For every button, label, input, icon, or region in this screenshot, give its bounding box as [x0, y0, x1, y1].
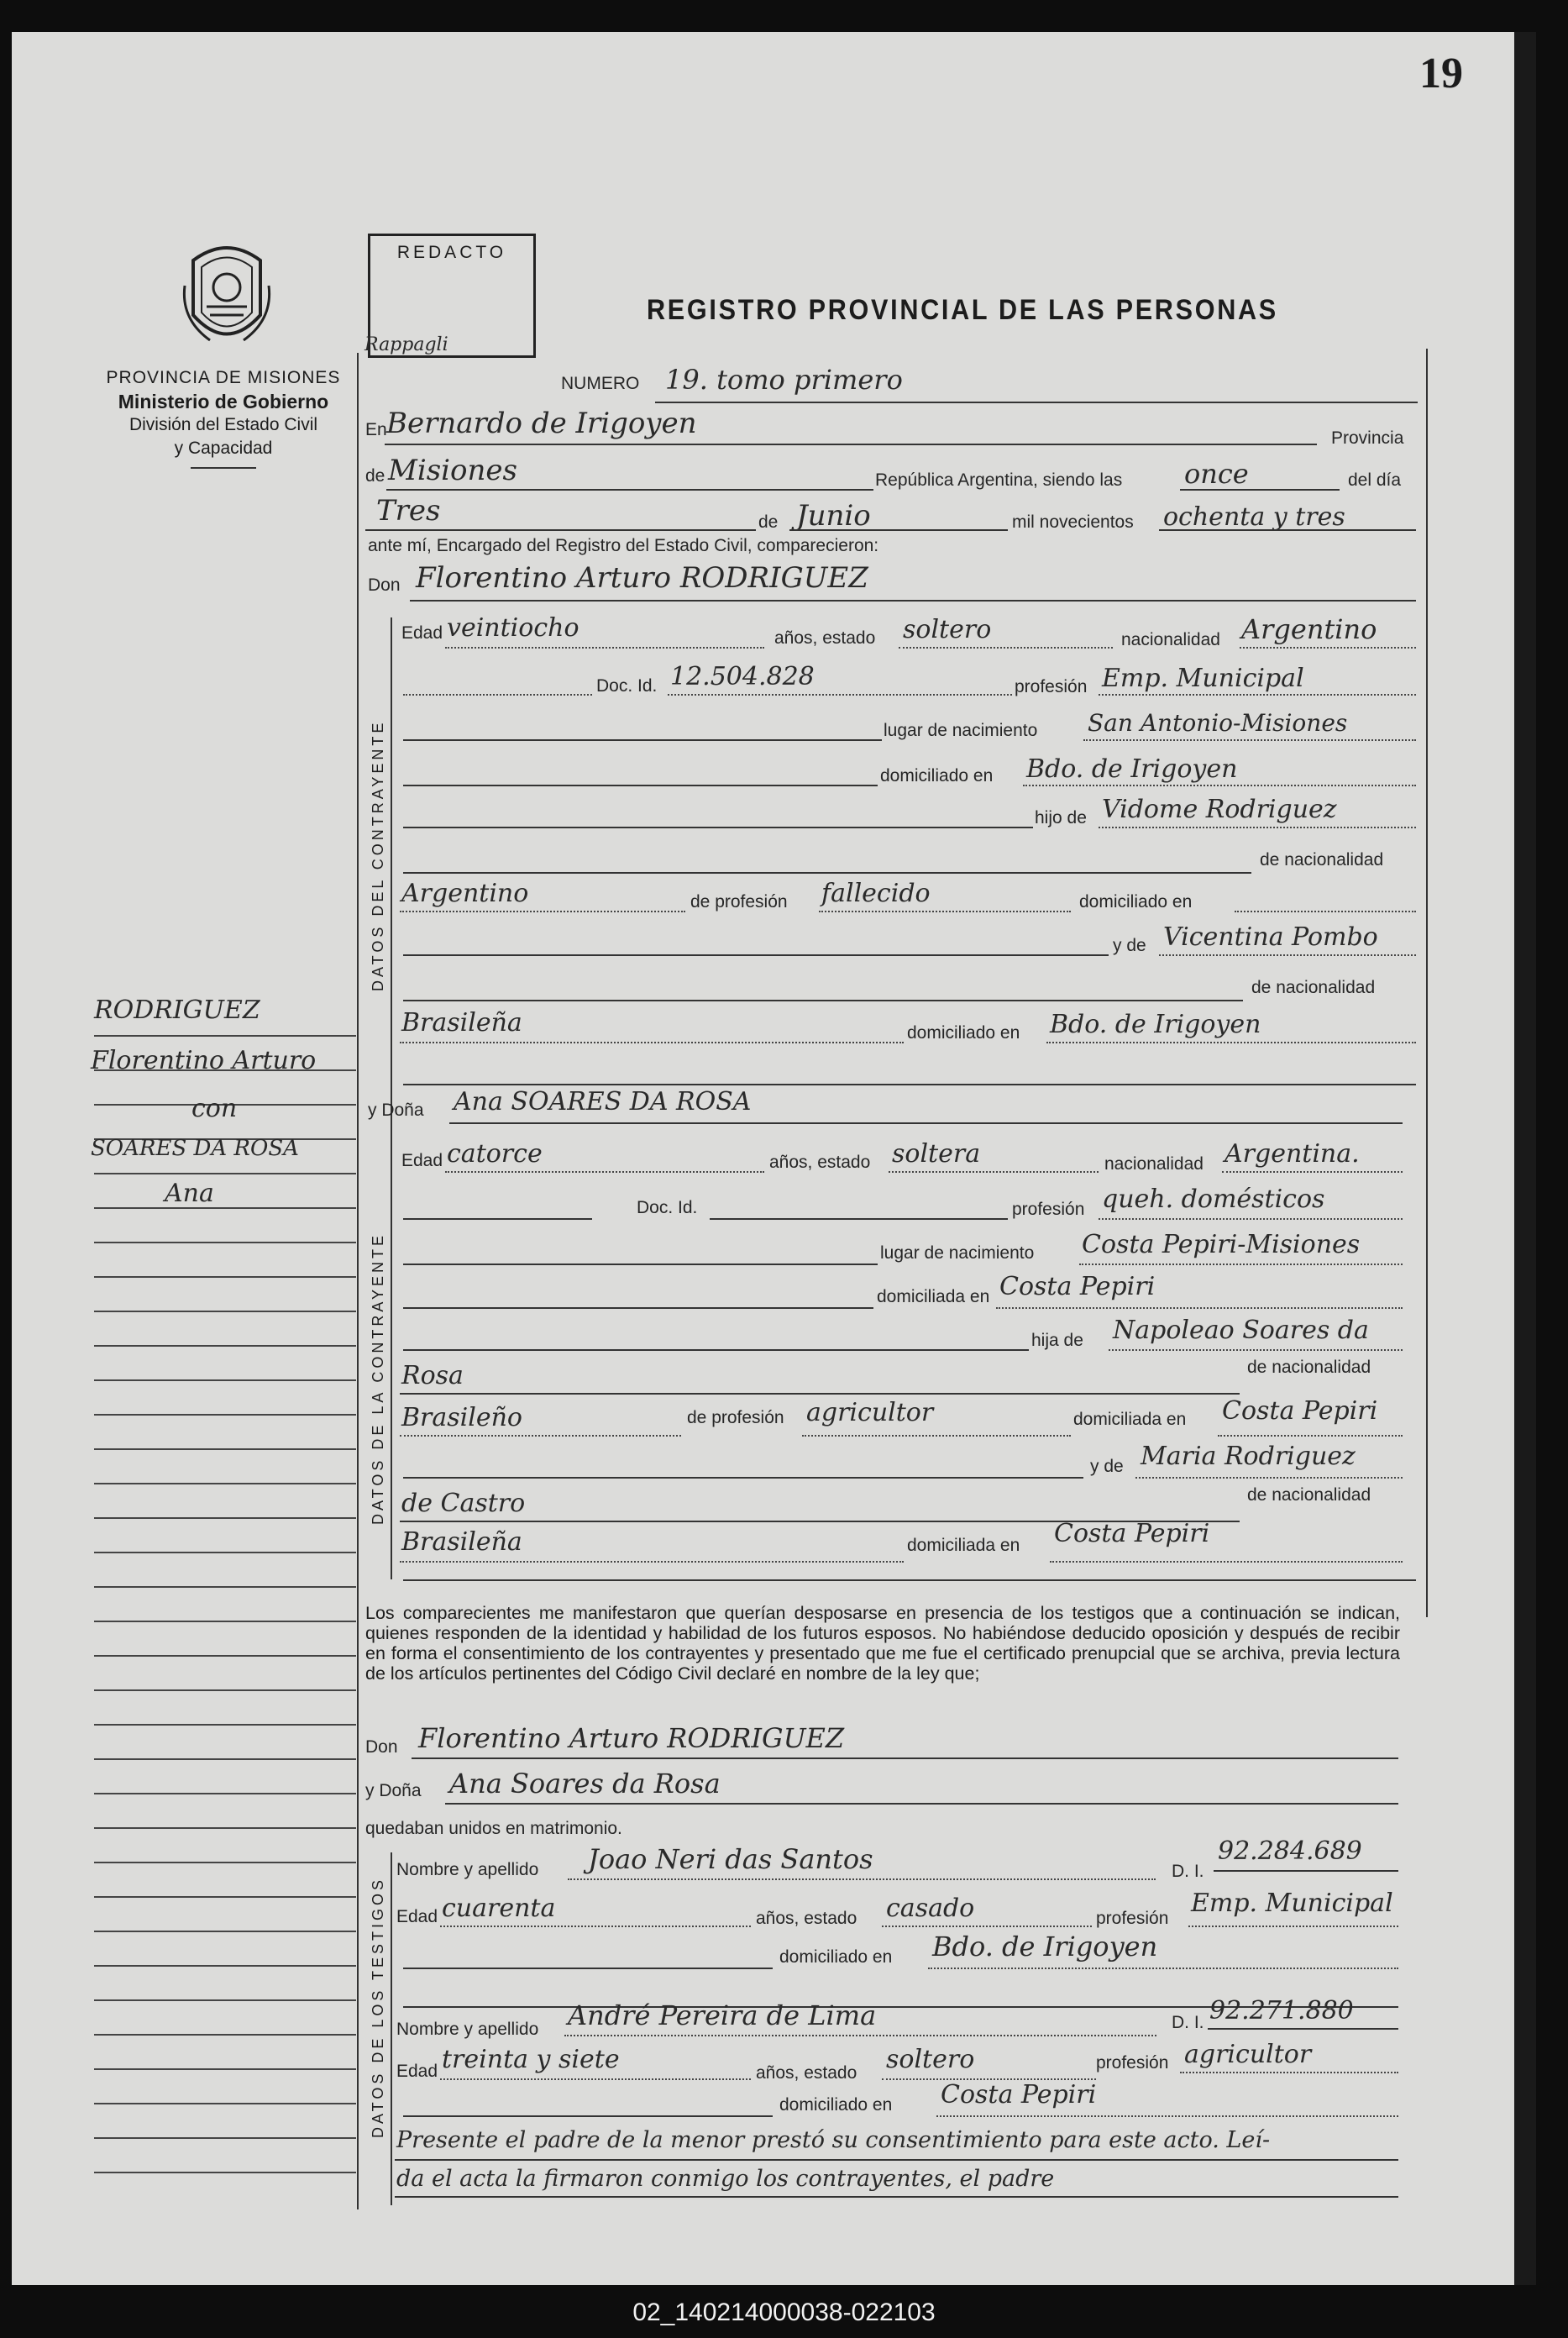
madre-line [1159, 954, 1416, 956]
margin-rule [94, 1483, 356, 1484]
contrayente-profesion: Emp. Municipal [1102, 664, 1304, 693]
margin-rule [94, 1896, 356, 1898]
lugar-pre-line [403, 739, 882, 741]
decl-don-label: Don [365, 1737, 398, 1757]
division-line-1: División del Estado Civil [128, 415, 318, 434]
madre-dom-line-2 [1050, 1561, 1403, 1563]
domicilio-label-2: domiciliada en [877, 1287, 990, 1306]
de-nac-label-3: de nacionalidad [1247, 1358, 1371, 1377]
ministry-name: Ministerio de Gobierno [118, 391, 329, 412]
don-label: Don [368, 575, 401, 595]
division-line-2: y Capacidad [174, 439, 273, 458]
t1-edad: cuarenta [442, 1894, 556, 1923]
margin-rule [94, 1931, 356, 1932]
contrayenta-padre-cont: Rosa [401, 1361, 464, 1390]
margin-rule [94, 1311, 356, 1312]
estado-line [899, 647, 1113, 649]
dom-pre-line [403, 785, 878, 786]
doc-line-2 [710, 1218, 1008, 1220]
contrayente-domicilio: Bdo. de Irigoyen [1026, 754, 1238, 784]
padre-line [1099, 827, 1416, 828]
contrayenta-domicilio: Costa Pepiri [999, 1272, 1156, 1301]
en-label: En [365, 420, 387, 439]
contrayenta-madre-nacionalidad: Brasileña [401, 1527, 522, 1557]
margin-rule [94, 1517, 356, 1519]
profesion-line-2 [1099, 1218, 1403, 1220]
contrayenta-madre-domicilio: Costa Pepiri [1054, 1519, 1210, 1548]
ante-label: ante mí, Encargado del Registro del Estado Civil, comparecieron: [368, 536, 879, 555]
padre-nac-line-2 [400, 1435, 681, 1437]
t1-dom-pre-line [403, 1968, 773, 1969]
nac2-pre-line [403, 1000, 1243, 1001]
t2-estado-label: años, estado [756, 2063, 857, 2083]
t2-profesion-line [1180, 2072, 1398, 2073]
lugar-pre-line-2 [403, 1264, 878, 1265]
lugar-line [1083, 739, 1416, 741]
contrayenta-nombre: Ana SOARES DA ROSA [454, 1087, 752, 1116]
t2-estado: soltero [886, 2045, 975, 2074]
provincia-label: Provincia [1331, 428, 1404, 448]
margin-rule [94, 2103, 356, 2104]
hija-label: hija de [1031, 1331, 1083, 1350]
dom-pre-line-2 [403, 1307, 873, 1309]
doc-pre-line [403, 694, 592, 696]
yde-pre-line [403, 954, 1109, 956]
province-name: PROVINCIA DE MISIONES [106, 368, 341, 387]
margin-con: con [191, 1094, 238, 1123]
form-left-border [357, 353, 359, 2209]
declaracion-text: Los comparecientes me manifestaron que querían desposarse en presencia de los testigos que a continuación se indican, quienes responden de la identidad y habilidad de los futuros esposos. No habiéndose deducido oposición y después de recibir en forma el consentimiento de los contrayentes y presentado que me fue el certificado prenupcial que se archiva, previa lectura de los artículos pertinentes del Código Civil declaré en nombre de la ley que; [365, 1603, 1400, 1684]
contrayenta-madre-cont: de Castro [401, 1489, 526, 1518]
hijo-label: hijo de [1035, 808, 1087, 827]
redacto-label: REDACTO [396, 243, 507, 262]
footer-file-id: 02_140214000038-022103 [632, 2299, 936, 2326]
t2-edad: treinta y siete [442, 2045, 620, 2074]
decl-dona-line [445, 1803, 1398, 1805]
de-profesion-label-2: de profesión [687, 1408, 784, 1427]
numero-label: NUMERO [561, 374, 640, 393]
decl-don-value: Florentino Arturo RODRIGUEZ [418, 1722, 845, 1754]
t2-edad-line [440, 2078, 751, 2080]
de-mes-label: de [758, 512, 779, 532]
margin-rule [94, 1793, 356, 1794]
contrayenta-padre: Napoleao Soares da [1113, 1316, 1369, 1345]
margin-rule [94, 1655, 356, 1657]
t1-dom-line [928, 1968, 1398, 1969]
decl-don-line [412, 1757, 1398, 1759]
margin-rule [94, 1276, 356, 1278]
padre-dom-label-2: domiciliada en [1073, 1410, 1187, 1429]
contrayente-doc: 12.504.828 [670, 662, 815, 691]
margin-rule [94, 1414, 356, 1416]
edad-label: Edad [401, 623, 443, 643]
doc-pre-line-2 [403, 1218, 592, 1220]
contrayente-nombre: Florentino Arturo RODRIGUEZ [416, 561, 868, 595]
numero-line [655, 402, 1418, 403]
nacionalidad-line [1240, 647, 1416, 649]
profesion-label: profesión [1015, 677, 1088, 696]
hija-pre-line [403, 1349, 1029, 1351]
padre-cont-line [400, 1393, 1240, 1395]
margin-rule [94, 1345, 356, 1347]
en-line [385, 444, 1317, 445]
y-de-label-2: y de [1090, 1457, 1124, 1476]
don-line [410, 600, 1416, 602]
edad-line-2 [445, 1171, 764, 1173]
contrayenta-edad: catorce [447, 1139, 543, 1169]
contrayente-padre-profesion: fallecido [821, 879, 931, 908]
t1-edad-line [440, 1926, 751, 1927]
de-label: de [365, 466, 385, 486]
margin-rule [94, 2137, 356, 2139]
madre-nac-line-2 [400, 1561, 904, 1563]
margin-rule [94, 1621, 356, 1622]
estado-label-2: años, estado [769, 1153, 871, 1172]
margin-rule [94, 1242, 356, 1243]
contrayenta-madre: Maria Rodriguez [1141, 1442, 1356, 1471]
numero-value: 19. tomo primero [665, 364, 903, 396]
page-number: 19 [1419, 50, 1463, 97]
contrayenta-bracket [391, 1143, 392, 1579]
lugar-line-2 [1079, 1264, 1403, 1265]
margin-rule [94, 1758, 356, 1760]
contrayenta-padre-profesion: agricultor [806, 1398, 934, 1427]
lugar-label-2: lugar de nacimiento [880, 1243, 1035, 1263]
madre-dom-label-2: domiciliada en [907, 1536, 1020, 1555]
t1-edad-label: Edad [396, 1907, 438, 1926]
del-dia-label: del día [1348, 470, 1402, 490]
t2-dom-pre-line [403, 2115, 773, 2117]
contrayente-side-label: DATOS DEL CONTRAYENTE [370, 719, 386, 991]
de-profesion-label: de profesión [690, 892, 788, 912]
edad-label-2: Edad [401, 1151, 443, 1170]
padre-prof-line [819, 911, 1071, 912]
margin-rule [94, 1448, 356, 1450]
t2-nombre-line [564, 2035, 1156, 2036]
domicilio-label: domiciliado en [880, 766, 994, 785]
decl-dona-label: y Doña [365, 1781, 422, 1800]
de-value: Misiones [388, 454, 517, 487]
profesion-line [1099, 694, 1416, 696]
padre-dom-line [1235, 911, 1416, 912]
mes-value: Junio [796, 499, 871, 533]
t1-nombre-line [568, 1878, 1156, 1880]
padre-prof-line-2 [802, 1435, 1071, 1437]
de-nac-label: de nacionalidad [1260, 850, 1384, 870]
contrayente-padre: Vidome Rodriguez [1102, 795, 1337, 824]
t1-di: 92.284.689 [1218, 1836, 1362, 1866]
edad-line [445, 647, 764, 649]
t2-domicilio: Costa Pepiri [941, 2080, 1097, 2109]
page-title: REGISTRO PROVINCIAL DE LAS PERSONAS [647, 294, 1278, 326]
contrayente-estado: soltero [903, 615, 992, 644]
contrayenta-padre-domicilio: Costa Pepiri [1222, 1396, 1378, 1426]
contrayente-nacionalidad: Argentino [1241, 613, 1377, 645]
t1-nombre-label: Nombre y apellido [396, 1860, 539, 1879]
nacionalidad-line-2 [1222, 1171, 1403, 1173]
testigos-nota-1: Presente el padre de la menor prestó su consentimiento para este acto. Leí- [396, 2127, 1271, 2153]
decl-dona-value: Ana Soares da Rosa [449, 1768, 721, 1799]
t2-di-label: D. I. [1172, 2013, 1204, 2032]
t2-di: 92.271.880 [1209, 1996, 1354, 2025]
de-nac-label-4: de nacionalidad [1247, 1485, 1371, 1505]
contrayente-madre-nacionalidad: Brasileña [401, 1008, 522, 1038]
margin-name-1: Florentino Arturo [91, 1046, 317, 1075]
margin-rule [94, 1724, 356, 1726]
contrayenta-padre-nacionalidad: Brasileño [401, 1403, 522, 1432]
dia-value: Tres [376, 494, 441, 528]
en-value: Bernardo de Irigoyen [386, 407, 697, 440]
t1-domicilio: Bdo. de Irigoyen [932, 1931, 1158, 1962]
nacionalidad-label-2: nacionalidad [1104, 1154, 1204, 1174]
republica-label: República Argentina, siendo las [875, 470, 1123, 490]
province-crest-icon [176, 235, 277, 353]
unidos-text: quedaban unidos en matrimonio. [365, 1819, 622, 1838]
hora-value: once [1184, 458, 1249, 490]
doc-label: Doc. Id. [596, 676, 658, 696]
t2-profesion-label: profesión [1096, 2053, 1169, 2073]
header-rule [191, 467, 256, 469]
padre-nac-line [400, 911, 685, 912]
form-right-border [1426, 349, 1428, 1617]
contrayente-edad: veintiocho [447, 613, 579, 643]
de-line [386, 489, 873, 491]
contrayente-lugar: San Antonio-Misiones [1088, 709, 1348, 737]
contrayente-padre-nacionalidad: Argentino [401, 879, 529, 908]
madre-nac-line [400, 1042, 904, 1043]
nac-pre-line [403, 872, 1251, 874]
margin-rule [94, 1379, 356, 1381]
nota-2-line [395, 2196, 1398, 2198]
padre-dom-line-2 [1218, 1435, 1403, 1437]
testigos-side-label: DATOS DE LOS TESTIGOS [370, 1876, 386, 2138]
margin-rule [94, 1173, 356, 1174]
lugar-label: lugar de nacimiento [884, 721, 1038, 740]
t2-nombre-label: Nombre y apellido [396, 2020, 539, 2039]
testigos-nota-2: da el acta la firmaron conmigo los contrayentes, el padre [396, 2166, 1055, 2192]
margin-rule [94, 1207, 356, 1209]
t2-dom-label: domiciliado en [779, 2095, 893, 2115]
madre-line-2 [1135, 1477, 1403, 1479]
t1-dom-label: domiciliado en [779, 1947, 893, 1967]
nacionalidad-label: nacionalidad [1121, 630, 1220, 649]
mes-line [789, 529, 1008, 531]
profesion-label-2: profesión [1012, 1200, 1085, 1219]
padre-dom-label: domiciliado en [1079, 892, 1193, 912]
t2-di-line [1208, 2028, 1398, 2030]
madre-dom-label: domiciliado en [907, 1023, 1020, 1043]
domicilio-line-2 [996, 1307, 1403, 1309]
margin-rule [94, 1552, 356, 1553]
estado-label: años, estado [774, 628, 876, 648]
margin-surname-2: SOARES DA ROSA [91, 1136, 299, 1161]
margin-rule [94, 1827, 356, 1829]
t2-nombre: André Pereira de Lima [568, 1999, 877, 2031]
contrayenta-end-line [403, 1579, 1416, 1581]
contrayenta-profesion: queh. domésticos [1102, 1185, 1325, 1214]
contrayente-madre: Vicentina Pombo [1163, 922, 1378, 952]
margin-rule [94, 1965, 356, 1967]
stamp-signature: Rappagli [364, 334, 448, 355]
header-block [97, 366, 349, 469]
dia-line [365, 529, 756, 531]
margin-rule [94, 2034, 356, 2036]
doc-label-2: Doc. Id. [637, 1198, 698, 1217]
margin-rule [94, 1035, 356, 1037]
margin-rule [94, 2068, 356, 2070]
margin-rule [94, 1862, 356, 1863]
contrayenta-side-label: DATOS DE LA CONTRAYENTE [370, 1232, 386, 1525]
t1-estado-label: años, estado [756, 1909, 857, 1928]
margin-rule [94, 1999, 356, 2001]
hora-line [1180, 489, 1340, 491]
yde-pre-line-2 [403, 1477, 1083, 1479]
nota-1-line [395, 2159, 1398, 2161]
t1-di-label: D. I. [1172, 1862, 1204, 1881]
padre-line-2 [1109, 1349, 1403, 1351]
margin-rule [94, 2172, 356, 2173]
de-nac-label-2: de nacionalidad [1251, 978, 1376, 997]
contrayenta-estado: soltera [892, 1139, 981, 1169]
margin-surname-1: RODRIGUEZ [94, 996, 260, 1025]
madre-dom-line [1046, 1042, 1416, 1043]
t1-estado-line [882, 1926, 1092, 1927]
hijo-pre-line [403, 827, 1033, 828]
estado-line-2 [889, 1171, 1099, 1173]
t1-estado: casado [886, 1894, 975, 1923]
mil-label: mil novecientos [1012, 512, 1134, 532]
dona-line [449, 1122, 1403, 1124]
anio-line [1159, 529, 1416, 531]
y-de-label: y de [1113, 936, 1146, 955]
t2-profesion: agricultor [1184, 2040, 1312, 2069]
margin-name-2: Ana [165, 1179, 214, 1208]
contrayente-madre-domicilio: Bdo. de Irigoyen [1050, 1010, 1261, 1039]
doc-line [668, 694, 1012, 696]
t1-nombre: Joao Neri das Santos [588, 1843, 873, 1875]
anio-value: ochenta y tres [1163, 502, 1345, 532]
t1-profesion-label: profesión [1096, 1909, 1169, 1928]
t2-dom-line [936, 2115, 1398, 2117]
domicilio-line [1023, 785, 1416, 786]
t1-di-line [1214, 1870, 1398, 1872]
t1-profesion: Emp. Municipal [1191, 1889, 1393, 1918]
dona-label: y Doña [368, 1101, 424, 1120]
testigos-bracket [391, 1852, 392, 2205]
margin-rule [94, 1689, 356, 1691]
contrayente-end-line [403, 1084, 1416, 1085]
contrayenta-nacionalidad: Argentina. [1225, 1139, 1360, 1169]
t2-edad-label: Edad [396, 2062, 438, 2081]
contrayenta-lugar: Costa Pepiri-Misiones [1082, 1230, 1361, 1259]
t1-profesion-line [1188, 1926, 1398, 1927]
margin-rule [94, 1586, 356, 1588]
